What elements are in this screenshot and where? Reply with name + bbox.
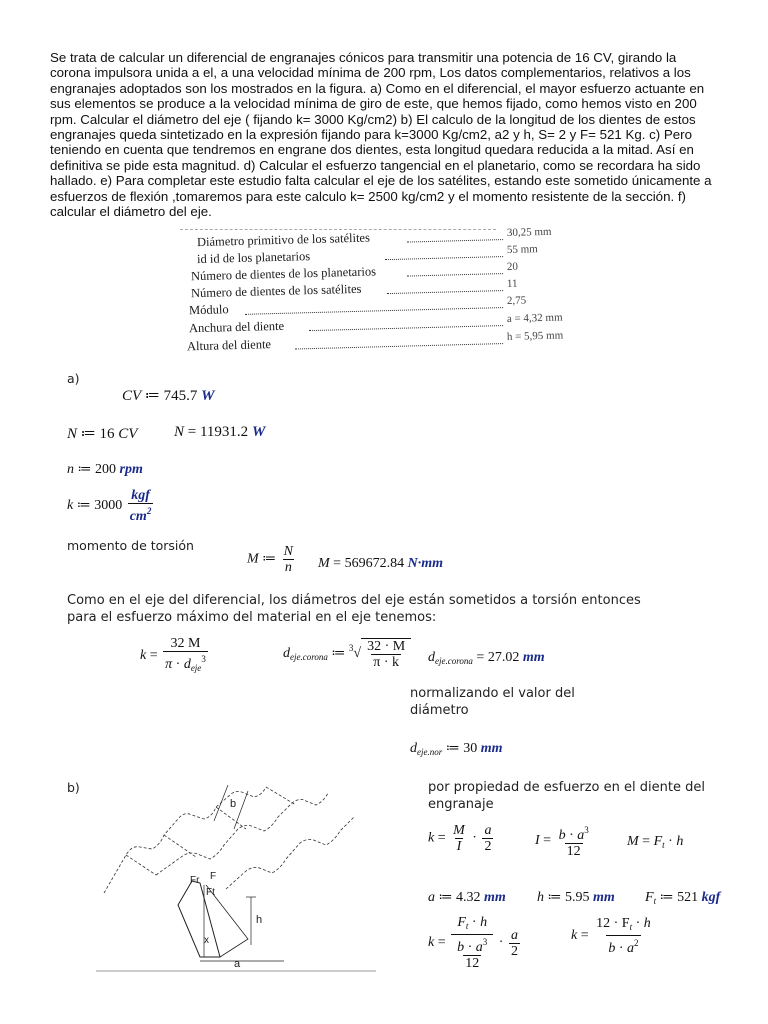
diagram-label-fr: Fr: [190, 875, 200, 886]
diagram-label-f: F: [210, 871, 217, 882]
problem-statement: Se trata de calcular un diferencial de engranajes cónicos para transmitir una potencia de 16 CV, girando la corona impulsora unida a el, a una velocidad mínima de 200 rpm, Los datos complementarios, relativos a los engranajes adoptados son los mostrados en la figura. a) Como en el diferencial, el mayor esfuerzo actuante en sus elementos se produce a la velocidad mínima de giro de este, que hemos fijado, como hemos visto en 200 rpm. Calcular el diámetro del eje ( fijando k= 3000 Kg/cm2) b) El calculo de la longitud de los dientes de estos engranajes queda sintetizado en la expresión fijando para k=3000 Kg/cm2, a2 y h, S= 2 y F= 521 Kg. c) Pero teniendo en cuenta que tendremos en engrane dos dientes, esta longitud quedara reducida a la mitad. Así en definitiva se pide esta magnitud. d) Calcular el esfuerzo tangencial en el planetario, como se recordara ha sido hallado. e) Para completar este estudio falta calcular el eje de los satélites, estando este sometido únicamente a esfuerzos de flexión ,tomaremos para este calculo k= 2500 kg/cm2 y el momento resistente de la sección. f) calcular el diámetro del eje.: [50, 50, 712, 220]
section-b-label: b): [67, 780, 80, 795]
a-value: a ≔ 4.32 mm: [428, 890, 506, 905]
moment-formula: M ≔ $\frac{N}{n}$: [247, 544, 294, 575]
k-substituted-formula: k = $\frac{F_t \cdot h}{\frac{b \cdot a^3}{12}}$ · $\frac{a}{2}$: [428, 915, 518, 971]
h-value: h ≔ 5.95 mm: [537, 890, 615, 905]
k-final-formula: k = $\frac{12 \cdot F_t \cdot h}{b \cdot a^2}$: [571, 916, 651, 956]
power-result: N = 11931.2 W: [174, 424, 266, 440]
table-row: Altura del diente h = 5,95 mm: [186, 329, 564, 354]
inertia-formula: I = $\frac{b \cdot a^3}{12}$: [535, 825, 589, 859]
gear-data-table: [185, 225, 597, 360]
power-definition: N ≔ 16 CV: [67, 426, 138, 442]
diagram-label-a: a: [234, 958, 241, 970]
table-row: Diámetro primitivo de los satélites 30,25 mm: [196, 225, 552, 250]
k-stress-formula: k = $\frac{M}{I}$ · $\frac{a}{2}$: [428, 823, 492, 854]
k-definition: k ≔ 3000 $\frac{\text{kgf}}{cm^2}$: [67, 488, 152, 524]
diagram-label-b: b: [230, 798, 237, 810]
speed-definition: n ≔ 200 rpm: [67, 462, 143, 477]
table-row: Anchura del diente a = 4,32 mm: [188, 311, 563, 336]
ft-value: $F_t$ ≔ 521 kgf: [645, 890, 721, 906]
torsion-text-2: para el esfuerzo máximo del material en el eje tenemos:: [67, 610, 437, 625]
diagram-label-h: h: [256, 914, 263, 926]
torsion-text-1: Como en el eje del diferencial, los diámetros del eje están sometidos a torsión entonces: [67, 593, 641, 608]
diagram-label-ft: Ft: [206, 887, 215, 898]
property-text: por propiedad de esfuerzo en el diente del engranaje: [428, 780, 705, 812]
table-row: Número de dientes de los satélites 11: [190, 277, 518, 301]
table-row: Número de dientes de los planetarios 20: [190, 260, 519, 284]
table-row: Módulo 2,75: [188, 294, 527, 318]
k-torsion-formula: k = $\frac{32 M}{\pi \cdot d_{eje}^3}$: [140, 636, 210, 676]
momento-label: momento de torsión: [67, 538, 194, 553]
d-nor-result: $d_{eje.nor}$ ≔ 30 mm: [410, 741, 503, 757]
table-row: id id de los planetarios 55 mm: [196, 243, 538, 267]
diagram-label-x: x: [204, 935, 209, 946]
gear-tooth-diagram: [96, 785, 378, 975]
section-a-label: a): [67, 371, 80, 386]
cv-definition: CV ≔ 745.7 W: [122, 388, 215, 404]
moment-result: M = 569672.84 N·mm: [318, 556, 443, 571]
normalize-text: normalizando el valor del diámetro: [410, 686, 575, 718]
moment-force-formula: $M = F_t \cdot h$: [627, 834, 684, 850]
d-corona-formula: $d_{eje.corona}$ ≔ $^3$√ $\frac{32 \cdot M}{\pi \cdot k}$: [283, 638, 411, 670]
d-corona-result: $d_{eje.corona} = 27.02$ mm: [428, 650, 545, 666]
